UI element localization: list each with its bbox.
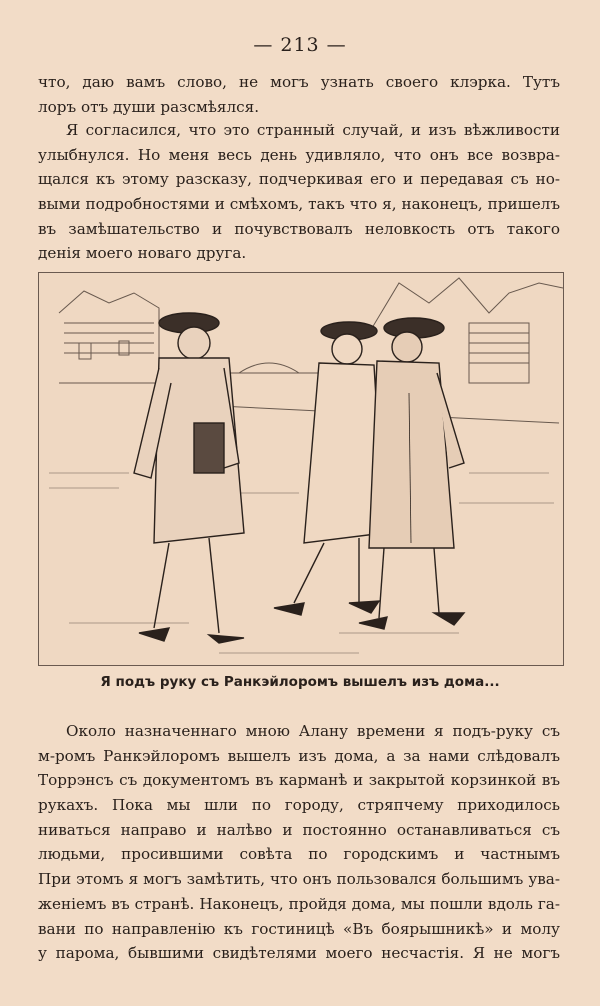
figure-left-gentleman [134,313,244,643]
text-line: лоръ отъ души разсмѣялся. [38,97,260,116]
text-line: людьми, просившими совѣта по городскимъ и частнымъ [38,845,560,864]
engraving-three-gentlemen-walking [39,273,563,665]
text-line: въ замѣшательство и почувствовалъ неловкость отъ такого [38,219,560,238]
text-line: денія моего новаго друга. [38,244,247,263]
text-line: щался къ этому разсказу, подчеркивая его и передавая съ но- [38,170,560,189]
background-buildings [59,278,563,423]
text-line: м-ромъ Ранкэйлоромъ вышелъ изъ дома, а за нами слѣдовалъ [38,746,560,765]
paragraph-3 [38,719,560,966]
figure-middle-gentleman [274,322,384,615]
paragraph-2 [38,118,560,266]
text-line: Около назначеннаго мною Алану времени я подъ-руку съ [66,722,560,740]
text-line: что, даю вамъ слово, не могъ узнать своего клэрка. Тутъ [38,73,560,91]
text-line: женіемъ въ странѣ. Наконецъ, пройдя дома, мы пошли вдоль га- [38,894,560,913]
text-line: ниваться направо и налѣво и постоянно останавливаться съ [38,820,560,839]
illustration [38,272,564,666]
text-line: улыбнулся. Но меня весь день удивляло, что онъ все возвра- [38,145,560,164]
text-line: При этомъ я могъ замѣтить, что онъ пользовался большимъ ува- [38,870,560,889]
text-line: вани по направленію къ гостиницѣ «Въ боярышникѣ» и молу [38,919,560,938]
figure-caption: Я подъ руку съ Ранкэйлоромъ вышелъ изъ дома... [100,674,500,690]
page-number: — 213 — [253,34,347,56]
paragraph-1 [38,70,560,119]
text-line: Торрэнсъ съ документомъ въ карманѣ и закрытой корзинкой въ [38,771,560,790]
figure-right-gentleman [359,318,464,629]
ground-hatching [49,473,554,653]
text-line: выми подробностями и смѣхомъ, такъ что я, наконецъ, пришелъ [38,195,560,214]
text-line: Я согласился, что это странный случай, и изъ вѣжливости [66,121,560,139]
text-line: рукахъ. Пока мы шли по городу, стряпчему приходилось [38,796,560,815]
text-line: у парома, бывшими свидѣтелями моего несчастія. Я не могъ [38,944,560,963]
